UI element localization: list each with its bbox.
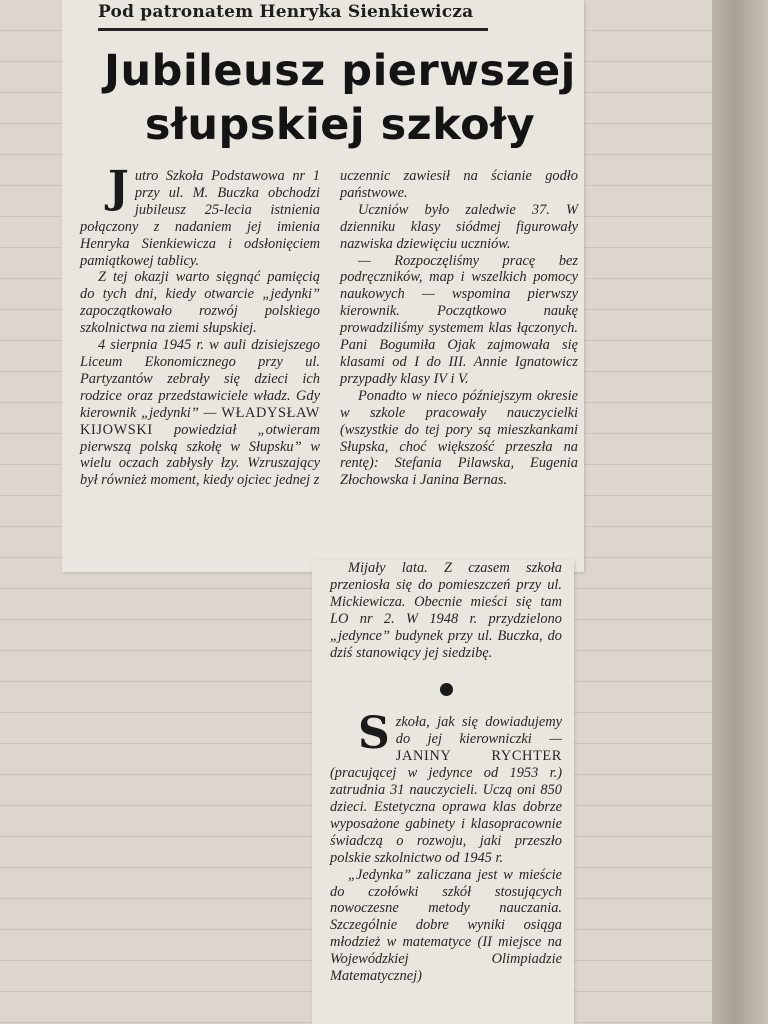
paragraph-3-text-b: powiedział „otwieram pierwszą polską szkołę w Słupsku” w wielu oczach zabłysły łzy. Wzruszający był również moment, kiedy ojciec jednej z <box>80 421 320 489</box>
headline <box>90 44 590 152</box>
paragraph-9 <box>330 708 562 866</box>
divider-dot <box>440 683 453 696</box>
section-rule <box>98 28 488 31</box>
paragraph-2: Z tej okazji warto sięgnąć pamięcią do tych dni, kiedy otwarcie „jedynki” zapoczątkowało rozwój polskiego szkolnictwa na ziemi słupskiej. <box>80 269 320 337</box>
paragraph-7: Ponadto w nieco późniejszym okresie w szkole pracowały nauczycielki (wszystkie do tej pory są mieszkankami Słupska, choć większość przeszła na rentę): Stefania Pilawska, Eugenia Złochowska i Janina Bernas. <box>340 387 578 489</box>
paragraph-9-text-a: zkoła, jak się dowiadujemy do jej kierowniczki — <box>395 714 562 748</box>
page-edge <box>712 0 768 1024</box>
section-label: Pod patronatem Henryka Sienkiewicza <box>98 2 474 22</box>
paragraph-9-text-b: (pracującej w jedynce od 1953 r.) zatrudnia 31 nauczycieli. Uczą oni 850 dzieci. Estetyczna oprawa klas dobrze wyposażone gabinety i klasopracownie świadczą o rozwoju, jaki przeszło polskie szkolnictwo od 1945 r. <box>330 765 562 866</box>
headline-line-2: słupskiej szkoły <box>144 100 536 150</box>
paragraph-10: „Jedynka” zaliczana jest w mieście do czołówki szkół stosujących nowoczesne metody nauczania. Szczególnie dobre wyniki osiąga młodzież w matematyce (II miejsce na Wojewódzkiej Olimpiadzie Matematycznej) <box>330 866 562 985</box>
article-column-2-top <box>340 168 578 489</box>
paragraph-8: Mijały lata. Z czasem szkoła przeniosła się do pomieszczeń przy ul. Mickiewicza. Obecnie mieści się tam LO nr 2. W 1948 r. przydzielono „jedynce” budynek przy ul. Buczka, do dziś stanowiący jej siedzibę. <box>330 560 562 661</box>
drop-cap-2: S <box>358 708 390 760</box>
paragraph-3 <box>80 337 320 489</box>
paragraph-5: Uczniów było zaledwie 37. W dzienniku klasy siódmej figurowały nazwiska dziewięciu uczniów. <box>340 201 578 252</box>
name-rychter: JANINY RYCHTER <box>395 748 562 765</box>
paragraph-6: — Rozpoczęliśmy pracę bez podręczników, map i wszelkich pomocy naukowych — wspomina pierwszy kierownik. Początkowo naukę prowadziliśmy systemem klas łączonych. Pani Bogumiła Ojak zajmowała się klasami od I do III. Annie Ignatowicz przypadły klasy IV i V. <box>340 252 578 387</box>
paragraph-1-text: utro Szkoła Podstawowa nr 1 przy ul. M. Buczka obchodzi jubileusz 25-lecia istnienia połączony z nadaniem jej imienia Henryka Sienkiewicza i odsłonięciem pamiątkowej tablicy. <box>80 168 320 269</box>
paragraph-1 <box>80 162 320 269</box>
article-column-2-bottom <box>330 560 562 985</box>
drop-cap: J <box>108 162 129 213</box>
headline-line-1: Jubileusz pierwszej <box>104 46 576 96</box>
paragraph-4: uczennic zawiesił na ścianie godło państwowe. <box>340 168 578 201</box>
article-column-1 <box>80 162 320 489</box>
name-kijowski: WŁADYSŁAW KIJOWSKI <box>80 404 320 438</box>
paragraph-3-text-a: 4 sierpnia 1945 r. w auli dzisiejszego Liceum Ekonomicznego przy ul. Partyzantów zebrały się dzieci ich rodzice oraz przedstawiciele władz. Gdy kierownik „jedynki” — <box>80 337 320 421</box>
